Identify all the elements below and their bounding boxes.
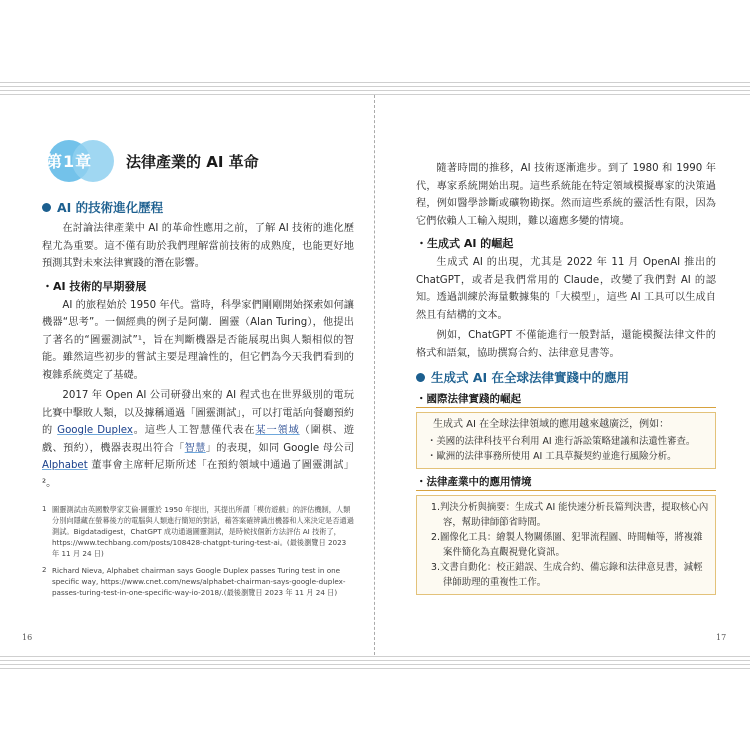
paragraph-expert-systems: 隨著時間的推移，AI 技術逐漸進步。到了 1980 和 1990 年代，專家系統開始出現。這些系統能在特定領域模擬專家的決策過程，例如醫學診斷或礦物勘探。然而這些系統的靈活性有限，因為它們依賴人工輸入規則，難以適應多變的情境。 — [416, 163, 716, 227]
page-number-right: 17 — [716, 633, 727, 642]
center-fold-line — [374, 95, 375, 655]
highlight-alphabet: Alphabet — [42, 460, 88, 471]
paragraph-early-ai: AI 的旅程始於 1950 年代。當時，科學家們剛剛開始探索如何讓機器“思考”。一個經典的例子是阿蘭．圖靈（Alan Turing），他提出了著名的“圖靈測試”¹，旨在判斷機器是否能展現出與人類相似的智能。雖然這些初步的嘗試主要是理論性的，但它們為今天我們看到的複雜系統奠定了基礎。 — [42, 299, 354, 381]
footnotes — [42, 504, 354, 598]
list-item: ・歐洲的法律事務所使用 AI 工具草擬契約並進行風險分析。 — [427, 451, 677, 462]
page-number-left: 16 — [22, 633, 33, 642]
intl-heading: ・國際法律實踐的崛起 — [416, 391, 716, 408]
highlight-domain: 某一領域 — [255, 425, 300, 436]
footnote-2: 2 Richard Nieva, Alphabet chairman says Google Duplex passes Turing test in one specific way, https://www.cnet.com/news/alphabet-chairman-says-google-duplex-passes-turing-test-in-one-specific-way-io-2018/.(最後瀏覽日 2023 年 11 月 24 日) — [42, 566, 346, 597]
subsection-heading: ・AI 技術的早期發展 — [42, 279, 147, 293]
chapter-title: 法律產業的 AI 革命 — [126, 152, 259, 171]
scenario-heading: ・法律產業中的應用情境 — [416, 474, 716, 491]
subsection-heading-genai: ・生成式 AI 的崛起 — [416, 237, 514, 250]
paragraph-genai: 生成式 AI 的出現，尤其是 2022 年 11 月 OpenAI 推出的 ChatGPT，或者是我們常用的 Claude，改變了我們對 AI 的認知。透過訓練於海量數據集的「大模型」，這些 AI 工具可以生成自然且有結構的文本。 — [416, 257, 716, 321]
highlight-intelligence: 智慧 — [184, 442, 206, 454]
left-page — [42, 140, 354, 604]
chapter-header — [42, 140, 354, 182]
bullet-dot-icon — [42, 203, 51, 212]
chapter-badge — [42, 140, 120, 182]
chapter-number: 第1章 — [46, 152, 93, 171]
bullet-dot-icon — [416, 373, 425, 382]
list-item: 1.判決分析與摘要：生成式 AI 能快速分析長篇判決書，提取核心內容，幫助律師節省時間。 — [431, 502, 709, 528]
section-heading: AI 的技術進化歷程 — [42, 198, 354, 216]
section-intro: 在討論法律產業中 AI 的革命性應用之前，了解 AI 技術的進化歷程尤為重要。這不僅有助於我們理解當前技術的成熟度，也能更好地預測其對未來法律實踐的潛在影響。 — [42, 223, 354, 269]
paragraph-openai: 2017 年 Open AI 公司研發出來的 AI 程式也在世界級別的電玩比賽中擊敗人類，以及據稱通過「圖靈測試」，可以打電話向餐廳預約的 Google Duplex。這些人工智慧僅代表在某一領域（圍棋、遊戲、預約），機器表現出符合「智慧」的表現，如同 Google 母公司 Alphabet 董事會主席軒尼斯所述「在預約領域中通過了圖靈測試」²。 — [42, 390, 355, 489]
intl-box: 生成式 AI 在全球法律領域的應用越來越廣泛，例如： ・美國的法律科技平台利用 AI 進行訴訟策略建議和法遺性審查。 ・歐洲的法律事務所使用 AI 工具草擬契約並進行風險分析。 — [416, 412, 716, 469]
scenario-box — [416, 495, 716, 595]
paragraph-chatgpt: 例如，ChatGPT 不僅能進行一般對話，還能模擬法律文件的格式和語氣，協助撰寫合約、法律意見書等。 — [416, 330, 716, 359]
list-item: 3.文書自動化：校正錯誤、生成合約、備忘錄和法律意見書，減輕律師助理的重複性工作。 — [431, 562, 703, 588]
section-heading-global: 生成式 AI 在全球法律實踐中的應用 — [416, 368, 716, 386]
highlight-google-duplex: Google Duplex — [57, 425, 133, 436]
list-item: ・美國的法律科技平台利用 AI 進行訴訟策略建議和法遺性審查。 — [427, 436, 696, 447]
footnote-1: 1 圖靈測試由英國數學家艾倫·圖靈於 1950 年提出，其提出所謂「模仿遊戲」的評估機制，人類分別向隱藏在螢幕後方的電腦與人類進行簡短的對話，藉答案確辨識出機器和人來決定是否通過測試。Bigdatadigest，ChatGPT 成功通過圖靈測試，是時候找個新方法評估 AI 技術了，https://www.techbang.com/posts/108428-chatgpt-turing-test-ai。(最後瀏覽日 2023 年 11 月 24 日) — [42, 505, 354, 558]
list-item: 2.圖像化工具：繪製人物關係圖、犯罪流程圖、時間軸等，將複雜案件簡化為直觀視覺化資訊。 — [431, 532, 703, 558]
right-page — [416, 160, 716, 599]
